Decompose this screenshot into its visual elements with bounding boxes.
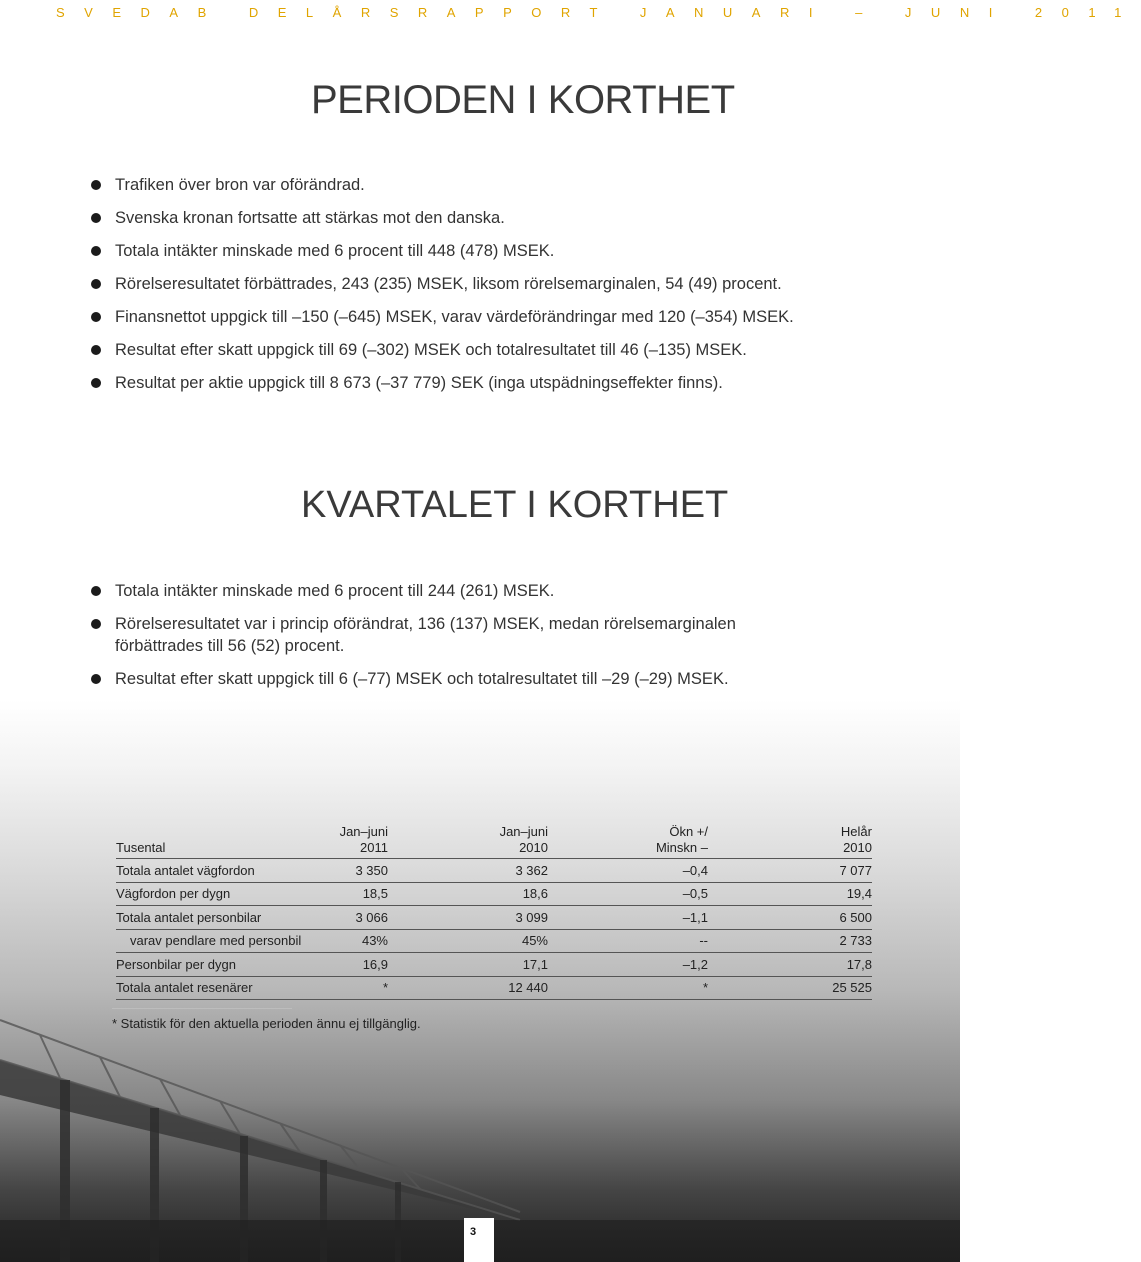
table-header-row <box>116 824 872 859</box>
bullet-icon <box>91 345 101 355</box>
table-cell: 18,6 <box>522 886 548 902</box>
table-cell: 3 066 <box>355 909 388 925</box>
table-cell: –0,5 <box>682 886 708 902</box>
table-row <box>116 859 872 883</box>
list-item: Rörelseresultatet var i princip oförändrat, 136 (137) MSEK, medan rörelsemarginalen förbättrades till 56 (52) procent. <box>91 613 815 657</box>
table-cell: 19,4 <box>846 886 872 902</box>
running-header: SVEDAB DELÅRSRAPPORT JANUARI – JUNI 2011 <box>56 5 1141 20</box>
table-cell: 12 440 <box>508 980 548 996</box>
table-cell: 18,5 <box>362 886 388 902</box>
table-cell: 17,1 <box>522 956 548 972</box>
column-header-change: Ökn +/ Minskn – <box>548 824 708 859</box>
table-cell: –0,4 <box>682 862 708 878</box>
table-cell: * <box>702 980 708 996</box>
table-cell: * <box>382 980 388 996</box>
bullet-icon <box>91 246 101 256</box>
quarter-summary-title: KVARTALET I KORTHET <box>301 484 729 526</box>
table-cell: 3 099 <box>515 909 548 925</box>
list-item: Resultat efter skatt uppgick till 6 (–77) MSEK och totalresultatet till –29 (–29) MSEK. <box>91 668 911 690</box>
row-label: Totala antalet personbilar <box>116 909 262 925</box>
row-label: Personbilar per dygn <box>116 956 236 972</box>
table-cell: 7 077 <box>839 862 872 878</box>
page-number-box <box>464 1218 494 1262</box>
table-cell: 43% <box>361 933 388 949</box>
quarter-summary-list <box>91 580 911 701</box>
bullet-icon <box>91 674 101 684</box>
list-item: Resultat per aktie uppgick till 8 673 (–37 779) SEK (inga utspädningseffekter finns). <box>91 372 911 394</box>
row-label: Totala antalet vägfordon <box>116 862 255 878</box>
table-row <box>116 976 872 1000</box>
table-cell: 3 350 <box>355 862 388 878</box>
traffic-statistics-table <box>116 824 872 1000</box>
footnote-divider <box>112 1008 292 1009</box>
bullet-icon <box>91 586 101 596</box>
row-label: Vägfordon per dygn <box>116 886 231 902</box>
table-cell: –1,1 <box>682 909 708 925</box>
table-cell: 25 525 <box>832 980 872 996</box>
period-summary-list <box>91 174 911 405</box>
period-summary-title: PERIODEN I KORTHET <box>311 78 735 122</box>
list-item: Totala intäkter minskade med 6 procent till 448 (478) MSEK. <box>91 240 911 262</box>
table-cell: 17,8 <box>846 956 872 972</box>
column-header-jan-jun-2010: Jan–juni 2010 <box>388 824 548 859</box>
table-row <box>116 929 872 953</box>
table-cell: 16,9 <box>362 956 388 972</box>
table-row <box>116 953 872 977</box>
bullet-icon <box>91 180 101 190</box>
list-item: Svenska kronan fortsatte att stärkas mot den danska. <box>91 207 911 229</box>
table-cell: 6 500 <box>839 909 872 925</box>
table-row <box>116 906 872 930</box>
table-cell: 2 733 <box>839 933 872 949</box>
row-label: Totala antalet resenärer <box>116 980 253 996</box>
bullet-icon <box>91 213 101 223</box>
list-item: Totala intäkter minskade med 6 procent till 244 (261) MSEK. <box>91 580 911 602</box>
bullet-icon <box>91 378 101 388</box>
bullet-icon <box>91 312 101 322</box>
page-number: 3 <box>470 1226 477 1238</box>
row-label: varav pendlare med personbil <box>130 933 302 949</box>
list-item: Trafiken över bron var oförändrad. <box>91 174 911 196</box>
table-cell: 45% <box>521 933 548 949</box>
list-item: Rörelseresultatet förbättrades, 243 (235) MSEK, liksom rörelsemarginalen, 54 (49) procent. <box>91 273 911 295</box>
table-cell: –1,2 <box>682 956 708 972</box>
list-item: Resultat efter skatt uppgick till 69 (–302) MSEK och totalresultatet till 46 (–135) MSEK. <box>91 339 911 361</box>
column-header-label: Tusental <box>116 824 312 859</box>
table-cell: -- <box>699 933 708 949</box>
column-header-jan-jun-2011: Jan–juni 2011 <box>312 824 388 859</box>
list-item: Finansnettot uppgick till –150 (–645) MSEK, varav värdeförändringar med 120 (–354) MSEK. <box>91 306 911 328</box>
table-row <box>116 882 872 906</box>
column-header-full-year-2010: Helår 2010 <box>708 824 872 859</box>
bullet-icon <box>91 279 101 289</box>
table-footnote: * Statistik för den aktuella perioden ännu ej tillgänglig. <box>112 1016 421 1031</box>
table-cell: 3 362 <box>515 862 548 878</box>
bullet-icon <box>91 619 101 629</box>
